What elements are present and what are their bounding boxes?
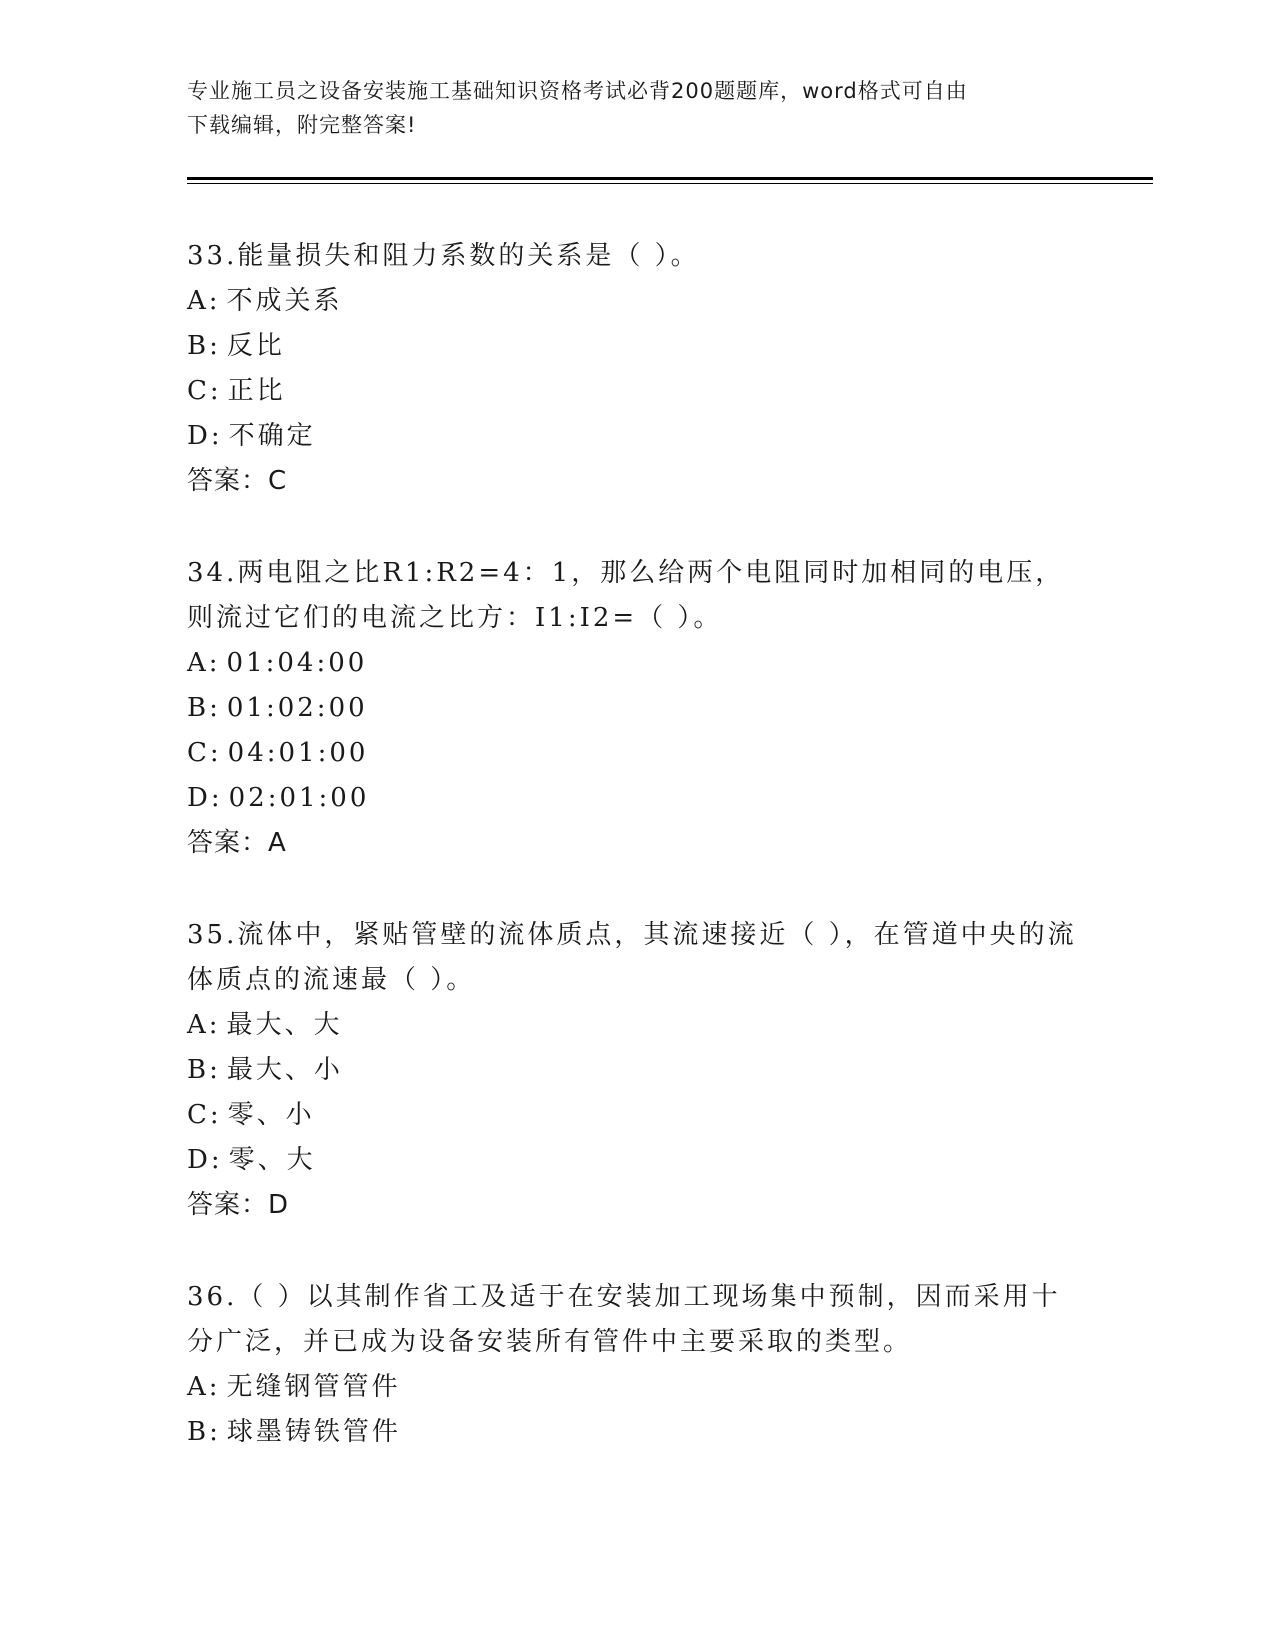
option-b <box>187 1410 1087 1455</box>
option-label: D: <box>187 783 223 813</box>
answer: 答案：C <box>187 466 288 496</box>
option-text: 无缝钢管管件 <box>226 1372 401 1402</box>
option-c <box>187 1093 1087 1138</box>
option-label: B: <box>187 693 221 723</box>
option-label: B: <box>187 1055 221 1085</box>
answer: 答案：A <box>187 828 287 858</box>
option-text: 球墨铸铁管件 <box>226 1417 401 1447</box>
question-stem: 33.能量损失和阻力系数的关系是（ ）。 <box>187 241 700 271</box>
option-label: C: <box>187 738 222 768</box>
option-a <box>187 1365 1087 1410</box>
question-33 <box>187 234 1087 504</box>
option-b <box>187 686 1087 731</box>
answer: 答案：D <box>187 1190 290 1220</box>
question-stem: 36.（ ）以其制作省工及适于在安装加工现场集中预制，因而采用十分广泛，并已成为设备安装所有管件中主要采取的类型。 <box>187 1282 1061 1357</box>
option-text: 02:01:00 <box>228 783 370 813</box>
option-text: 不确定 <box>228 421 316 451</box>
question-36 <box>187 1275 1087 1455</box>
option-d <box>187 414 1087 459</box>
option-label: C: <box>187 376 222 406</box>
question-34 <box>187 551 1087 866</box>
option-a <box>187 1003 1087 1048</box>
option-text: 最大、小 <box>226 1055 343 1085</box>
option-label: A: <box>187 1372 221 1402</box>
header-divider-thin <box>187 183 1153 184</box>
option-c <box>187 369 1087 414</box>
option-text: 正比 <box>227 376 286 406</box>
question-stem: 34.两电阻之比R1:R2=4：1，那么给两个电阻同时加相同的电压，则流过它们的电流之比方：I1:I2=（ ）。 <box>187 558 1065 633</box>
option-label: A: <box>187 286 221 316</box>
option-label: B: <box>187 1417 221 1447</box>
option-d <box>187 1138 1087 1183</box>
option-text: 零、大 <box>228 1145 316 1175</box>
option-label: B: <box>187 331 221 361</box>
header-line-1: 专业施工员之设备安装施工基础知识资格考试必背200题题库，word格式可自由 <box>187 79 968 103</box>
header-divider-thick <box>187 177 1153 180</box>
option-text: 01:02:00 <box>226 693 368 723</box>
option-text: 01:04:00 <box>226 648 368 678</box>
option-label: D: <box>187 421 223 451</box>
option-b <box>187 1048 1087 1093</box>
option-c <box>187 731 1087 776</box>
question-list <box>187 234 1087 1502</box>
option-text: 零、小 <box>227 1100 315 1130</box>
option-a <box>187 641 1087 686</box>
option-label: A: <box>187 1010 221 1040</box>
option-d <box>187 776 1087 821</box>
question-stem: 35.流体中，紧贴管壁的流体质点，其流速接近（ ），在管道中央的流体质点的流速最（ ）。 <box>187 920 1077 995</box>
option-label: A: <box>187 648 221 678</box>
header-line-2: 下载编辑，附完整答案! <box>187 113 417 137</box>
option-text: 不成关系 <box>226 286 343 316</box>
document-header <box>187 74 1067 142</box>
option-a <box>187 279 1087 324</box>
question-35 <box>187 913 1087 1228</box>
option-b <box>187 324 1087 369</box>
option-text: 04:01:00 <box>227 738 369 768</box>
option-text: 最大、大 <box>226 1010 343 1040</box>
option-text: 反比 <box>226 331 285 361</box>
option-label: C: <box>187 1100 222 1130</box>
option-label: D: <box>187 1145 223 1175</box>
